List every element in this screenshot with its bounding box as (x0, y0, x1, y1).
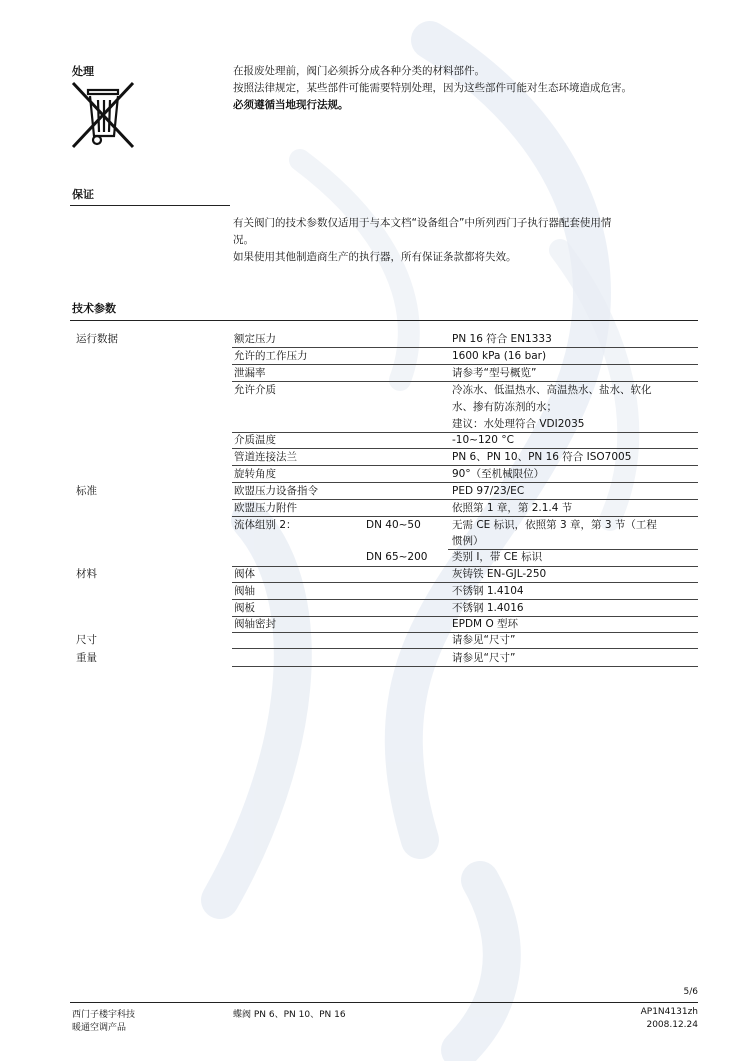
param-cell: 允许介质 (234, 384, 276, 396)
value-cell: 灰铸铁 EN-GJL-250 (452, 568, 547, 580)
value-cell: PN 16 符合 EN1333 (452, 333, 552, 345)
value-cell: PED 97/23/EC (452, 485, 525, 497)
tech-divider (70, 320, 698, 321)
param-cell: 泄漏率 (234, 367, 266, 379)
value-cell: 不锈钢 1.4016 (452, 602, 524, 614)
param-cell: 阀体 (234, 568, 255, 580)
value-cell: 不锈钢 1.4104 (452, 585, 524, 597)
disposal-line-1: 在报废处理前，阀门必须拆分成各种分类的材料部件。 (233, 65, 485, 77)
param-cell: 欧盟压力设备指令 (234, 485, 318, 497)
group-operating: 运行数据 (76, 333, 118, 345)
value-cell: 请参见“尺寸” (452, 652, 516, 664)
value-cell: 无需 CE 标识，依照第 3 章，第 3 节（工程 (452, 519, 657, 531)
param-cell: 管道连接法兰 (234, 451, 297, 463)
value-cell-line-2: 水、掺有防冻剂的水； (452, 401, 557, 413)
disposal-line-2: 按照法律规定，某些部件可能需要特别处理，因为这些部件可能对生态环境造成危害。 (233, 82, 632, 94)
param-cell: 介质温度 (234, 434, 276, 446)
group-dimensions: 尺寸 (76, 634, 97, 646)
value-cell: 请参考“型号概览” (452, 367, 537, 379)
param-cell: 流体组别 2： (234, 519, 297, 531)
warranty-line-2: 况。 (233, 234, 254, 246)
value-cell: 1600 kPa (16 bar) (452, 350, 547, 362)
param-cell: 旋转角度 (234, 468, 276, 480)
disposal-emphasis: 必须遵循当地现行法规。 (233, 99, 349, 111)
footer-division: 暖通空调产品 (72, 1023, 127, 1033)
footer-date: 2008.12.24 (646, 1020, 698, 1030)
row-divider (232, 666, 698, 667)
value-cell: PN 6、PN 10、PN 16 符合 ISO7005 (452, 451, 632, 463)
sub-param-cell: DN 65~200 (366, 551, 428, 563)
warranty-divider (70, 205, 230, 206)
value-cell: 冷冻水、低温热水、高温热水、盐水、软化 (452, 384, 652, 396)
group-weight: 重量 (76, 652, 97, 664)
crossed-out-wheelie-bin-icon (70, 80, 136, 150)
value-cell: 请参见“尺寸” (452, 634, 516, 646)
param-cell: 阀轴 (234, 585, 255, 597)
page-number: 5/6 (683, 987, 698, 997)
footer-company: 西门子楼宇科技 (72, 1010, 136, 1020)
tech-heading: 技术参数 (72, 302, 116, 315)
param-cell: 额定压力 (234, 333, 276, 345)
group-standards: 标准 (76, 485, 97, 497)
disposal-heading: 处理 (72, 65, 94, 78)
group-materials: 材料 (76, 568, 97, 580)
value-cell: 90°（至机械限位） (452, 468, 545, 480)
param-cell: 欧盟压力附件 (234, 502, 297, 514)
row-divider (232, 648, 698, 649)
param-cell: 阀轴密封 (234, 618, 276, 630)
footer-divider (70, 1002, 698, 1003)
value-cell: -10~120 °C (452, 434, 514, 446)
value-cell-line-3: 建议：水处理符合 VDI2035 (452, 418, 585, 430)
footer-doc-id: AP1N4131zh (640, 1007, 698, 1017)
value-cell-line-2: 惯例） (452, 535, 484, 547)
param-cell: 阀板 (234, 602, 255, 614)
param-cell: 允许的工作压力 (234, 350, 308, 362)
value-cell: 类别 I，带 CE 标识 (452, 551, 543, 563)
warranty-heading: 保证 (72, 188, 94, 201)
warranty-line-1: 有关阀门的技术参数仅适用于与本文档“设备组合”中所列西门子执行器配套使用情 (233, 217, 612, 229)
value-cell: EPDM O 型环 (452, 618, 519, 630)
sub-param-cell: DN 40~50 (366, 519, 421, 531)
footer-title: 蝶阀 PN 6、PN 10、PN 16 (233, 1010, 346, 1020)
value-cell: 依照第 1 章，第 2.1.4 节 (452, 502, 573, 514)
warranty-line-3: 如果使用其他制造商生产的执行器，所有保证条款都将失效。 (233, 251, 517, 263)
